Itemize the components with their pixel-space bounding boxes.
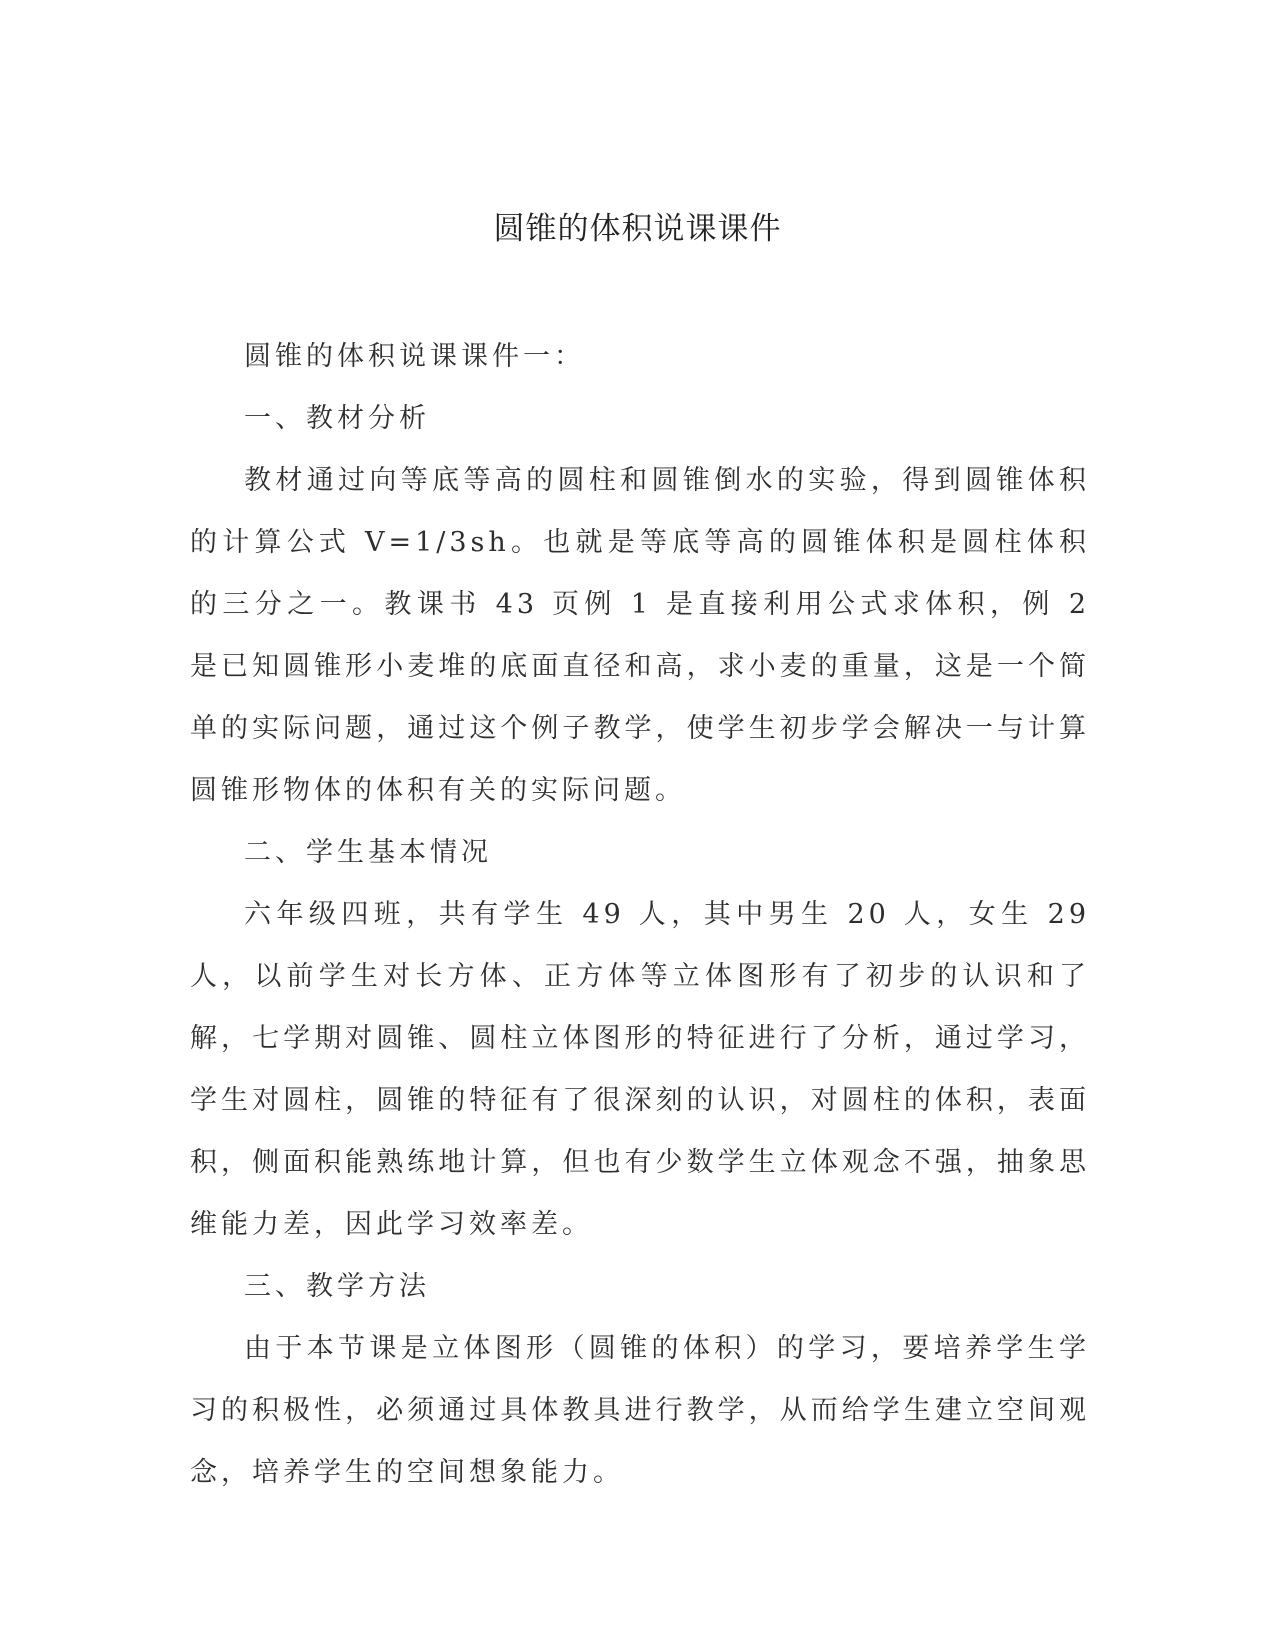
section-heading-textbook-analysis: 一、教材分析: [244, 403, 430, 434]
paragraph-teaching-method: 由于本节课是立体图形（圆锥的体积）的学习，要培养学生学习的积极性，必须通过具体教具进行教学，从而给学生建立空间观念，培养学生的空间想象能力。: [190, 1333, 1090, 1488]
section-heading-teaching-method: 三、教学方法: [244, 1271, 430, 1302]
document-title: 圆锥的体积说课课件: [493, 211, 782, 247]
section-heading-student-situation: 二、学生基本情况: [244, 837, 492, 868]
paragraph-student-situation: 六年级四班，共有学生 49 人，其中男生 20 人，女生 29 人，以前学生对长方体、正方体等立体图形有了初步的认识和了解，七学期对圆锥、圆柱立体图形的特征进行了分析，通过学习，学生对圆柱，圆锥的特征有了很深刻的认识，对圆柱的体积，表面积，侧面积能熟练地计算，但也有少数学生立体观念不强，抽象思维能力差，因此学习效率差。: [190, 899, 1090, 1240]
document-body: [190, 326, 1090, 1504]
paragraph-intro: 圆锥的体积说课课件一：: [244, 341, 585, 372]
paragraph-textbook-analysis: 教材通过向等底等高的圆柱和圆锥倒水的实验，得到圆锥体积的计算公式 V=1/3sh。也就是等底等高的圆锥体积是圆柱体积的三分之一。教课书 43 页例 1 是直接利用公式求体积，例 2 是已知圆锥形小麦堆的底面直径和高，求小麦的重量，这是一个简单的实际问题，通过这个例子教学，使学生初步学会解决一与计算圆锥形物体的体积有关的实际问题。: [190, 465, 1090, 806]
